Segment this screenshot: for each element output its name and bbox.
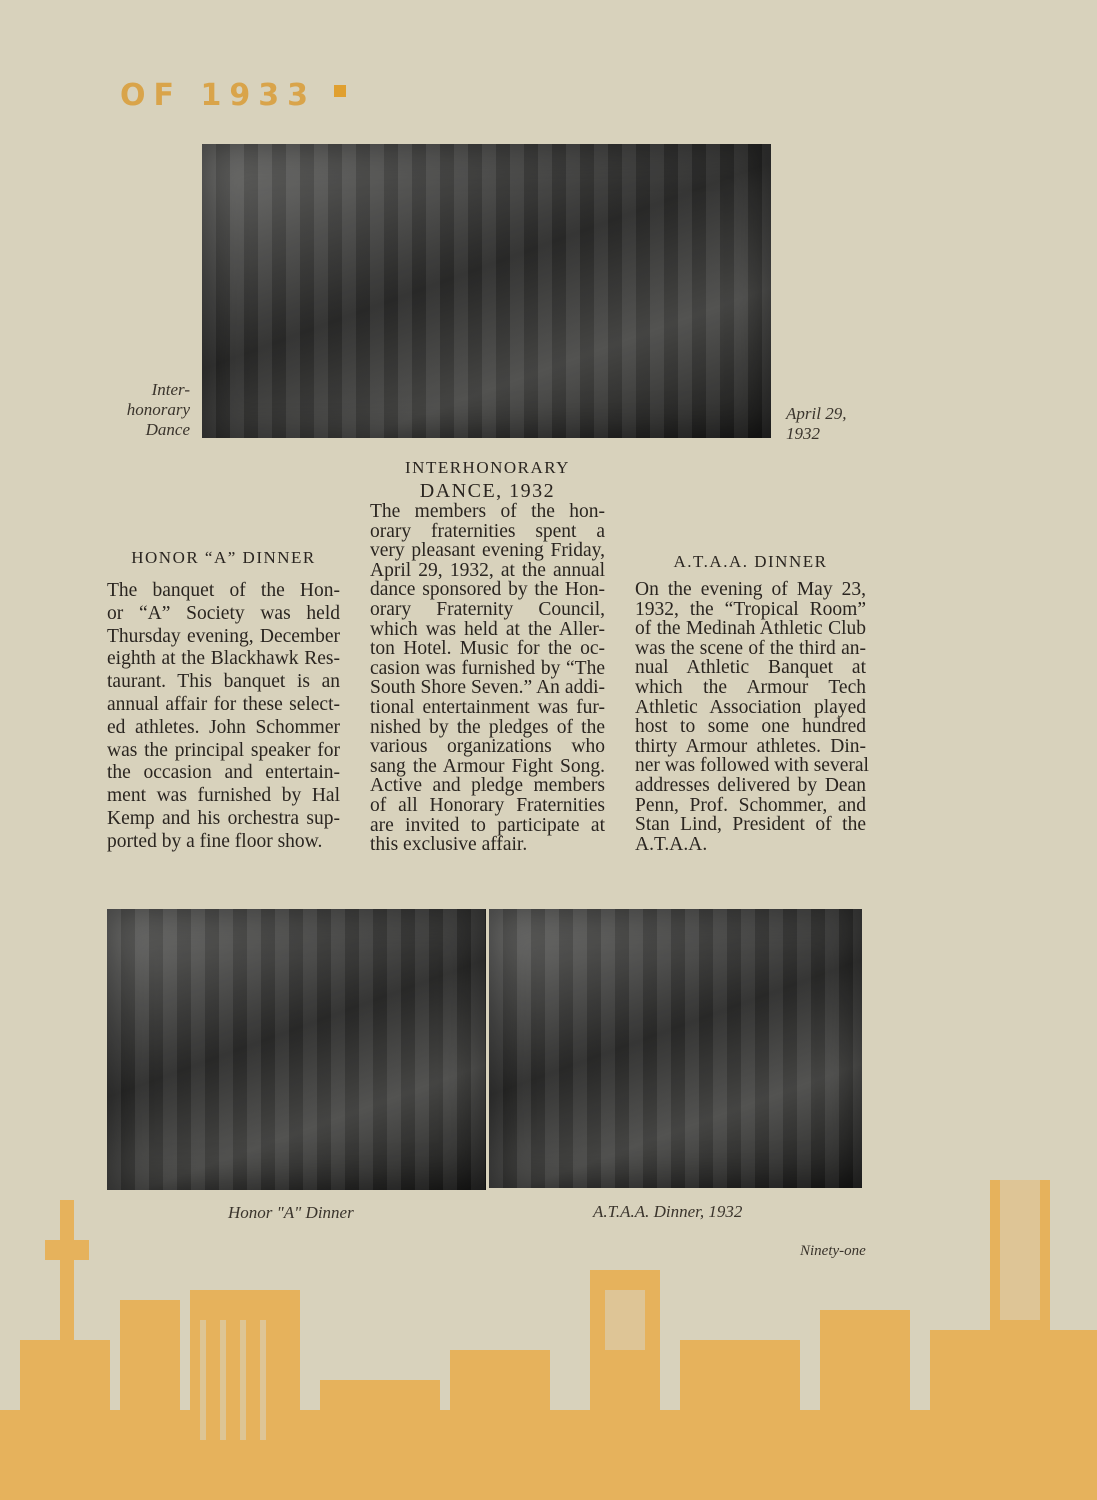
article-line: or “A” Society was held	[107, 602, 340, 624]
article-line: nished by the pledges of the	[370, 716, 605, 738]
article-line: taurant. This banquet is an	[107, 671, 340, 693]
article-line: are invited to participate at	[370, 814, 605, 836]
dance-photo-caption-right	[786, 404, 846, 444]
honor-heading: HONOR “A” DINNER	[131, 548, 316, 567]
article-line: this exclusive affair.	[370, 834, 528, 856]
caption-line: Dance	[145, 420, 190, 439]
interhonorary-dance-photo	[202, 144, 771, 438]
article-line: eighth at the Blackhawk Res-	[107, 648, 340, 670]
article-line: 1932, the “Tropical Room”	[635, 598, 866, 620]
article-line: host to some one hundred	[635, 716, 866, 738]
honor-article-body	[107, 580, 340, 854]
article-line: South Shore Seven.” An addi-	[370, 677, 605, 699]
article-line: which was held at the Aller-	[370, 618, 605, 640]
page-header	[120, 78, 346, 113]
world-fair-skyline-illustration	[0, 1180, 1097, 1500]
article-line: annual affair for these select-	[107, 693, 340, 715]
caption-line: April 29,	[786, 404, 847, 423]
article-line: A.T.A.A.	[635, 833, 708, 855]
article-line: Active and pledge members	[370, 775, 605, 797]
article-line: ed athletes. John Schommer	[107, 716, 340, 738]
ataa-heading: A.T.A.A. DINNER	[673, 552, 828, 571]
article-line: ment was furnished by Hal	[107, 785, 340, 807]
article-line: The banquet of the Hon-	[107, 580, 340, 601]
article-line: various organizations who	[370, 736, 605, 758]
dance-heading-1: INTERHONORARY	[405, 458, 570, 477]
ataa-dinner-photo	[489, 909, 862, 1188]
article-line: casion was furnished by “The	[370, 657, 605, 679]
article-line: addresses delivered by Dean	[635, 774, 866, 796]
article-line: thirty Armour athletes. Din-	[635, 735, 866, 757]
article-line: was the principal speaker for	[107, 739, 340, 761]
article-line: tional entertainment was fur-	[370, 696, 605, 718]
article-line: Stan Lind, President of the	[635, 814, 866, 836]
page-number: Ninety-one	[800, 1243, 866, 1259]
dance-heading-2: DANCE, 1932	[419, 480, 556, 502]
caption-line: Inter-	[151, 380, 190, 399]
article-line: On the evening of May 23,	[635, 579, 866, 600]
article-line: ported by a fine floor show.	[107, 830, 323, 852]
article-line: The members of the hon-	[370, 501, 605, 522]
article-line: ner was followed with several	[635, 755, 869, 777]
article-line: of all Honorary Fraternities	[370, 794, 605, 816]
honor-dinner-caption: Honor "A" Dinner	[228, 1203, 354, 1222]
article-line: orary fraternities spent a	[370, 520, 605, 542]
article-line: dance sponsored by the Hon-	[370, 579, 605, 601]
ataa-dinner-caption: A.T.A.A. Dinner, 1932	[593, 1202, 743, 1221]
square-ornament-icon	[334, 85, 346, 97]
article-line: Athletic Association played	[635, 696, 866, 718]
article-line: very pleasant evening Friday,	[370, 540, 605, 562]
header-title: OF 1933	[120, 78, 316, 113]
dance-photo-caption-left	[110, 380, 190, 440]
article-line: Thursday evening, December	[107, 625, 340, 647]
article-line: ton Hotel. Music for the oc-	[370, 638, 605, 660]
article-line: nual Athletic Banquet at	[635, 657, 866, 679]
article-line: Kemp and his orchestra sup-	[107, 807, 340, 829]
article-line: Penn, Prof. Schommer, and	[635, 794, 866, 816]
article-line: sang the Armour Fight Song.	[370, 755, 605, 777]
ataa-article-body	[635, 579, 869, 855]
dance-article-body	[370, 502, 605, 855]
article-line: was the scene of the third an-	[635, 637, 866, 659]
caption-line: honorary	[126, 400, 190, 419]
article-line: the occasion and entertain-	[107, 762, 340, 784]
honor-a-dinner-photo	[107, 909, 486, 1190]
article-line: which the Armour Tech	[635, 676, 866, 698]
article-line: of the Medinah Athletic Club	[635, 618, 866, 640]
article-line: orary Fraternity Council,	[370, 598, 605, 620]
caption-line: 1932	[786, 424, 820, 443]
article-line: April 29, 1932, at the annual	[370, 559, 605, 581]
